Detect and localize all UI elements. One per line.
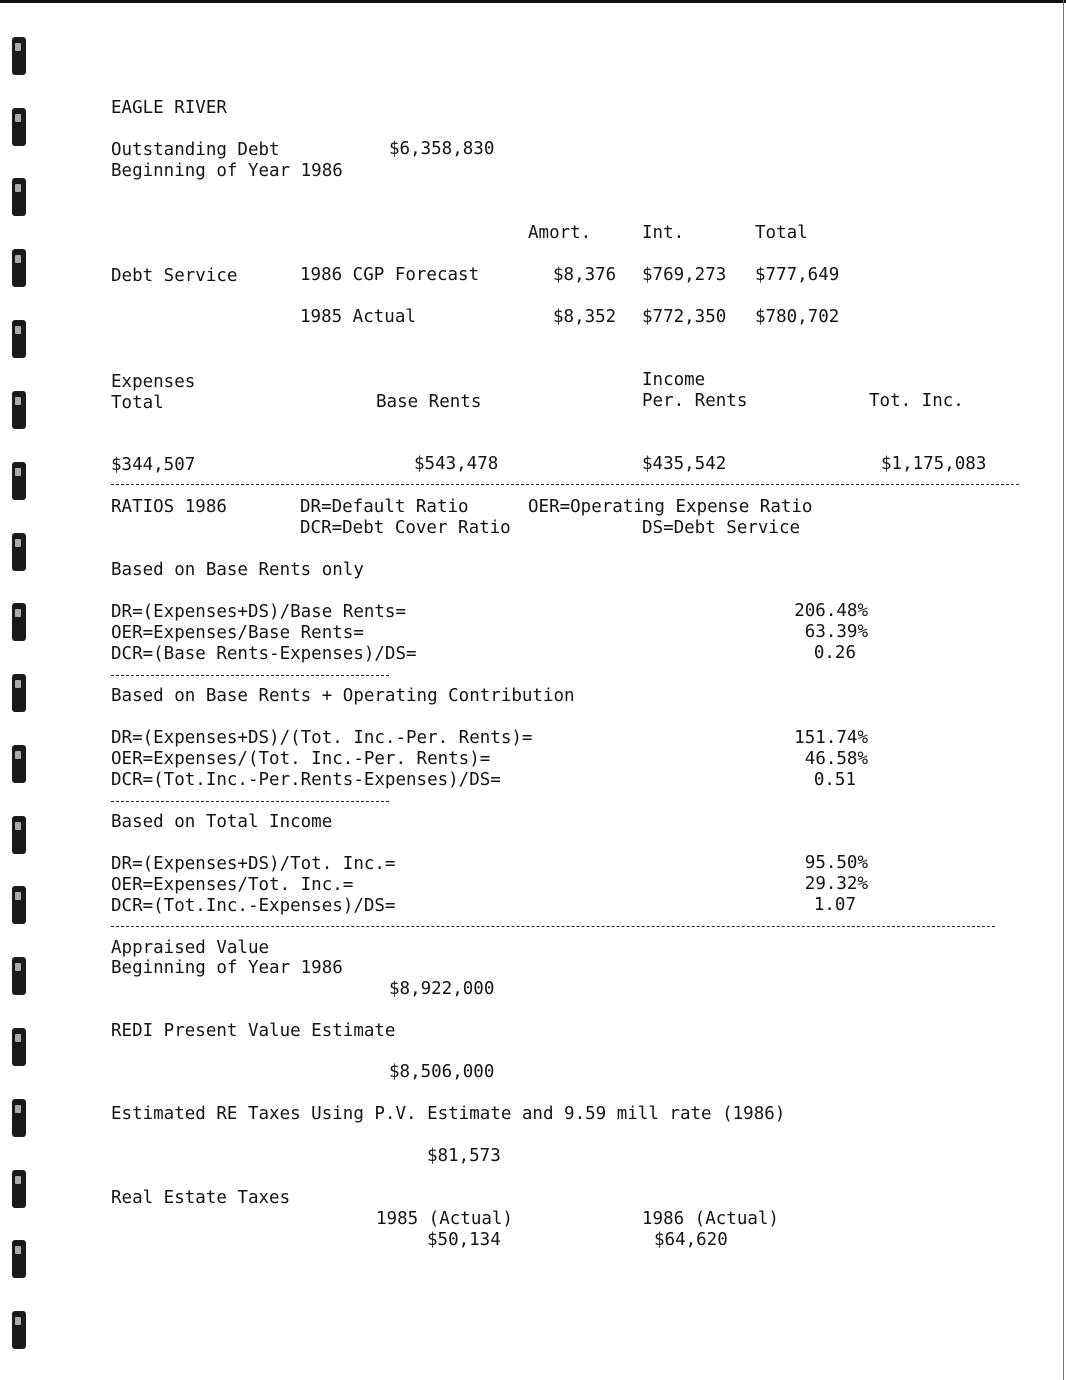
appraised-value: $8,922,000: [389, 979, 495, 999]
debt-row-label: 1986 CGP Forecast: [300, 265, 480, 285]
binder-hole: [12, 1028, 26, 1066]
debt-row-label: 1985 Actual: [300, 307, 416, 327]
appraised-value-label: Appraised Value: [111, 938, 270, 958]
def-ds: DS=Debt Service: [642, 518, 801, 538]
real-estate-taxes-label: Real Estate Taxes: [111, 1188, 291, 1208]
ratio-value: 0.26: [813, 643, 856, 663]
per-rents-label: Per. Rents: [642, 391, 748, 411]
debt-row-int: $769,273: [642, 265, 727, 285]
tot-inc-label: Tot. Inc.: [869, 391, 964, 411]
ratio-formula: DCR=(Base Rents-Expenses)/DS=: [111, 644, 417, 664]
binder-hole: [12, 1311, 26, 1349]
base-rents-value: $543,478: [414, 454, 499, 474]
divider: [111, 675, 389, 676]
def-dr: DR=Default Ratio: [300, 497, 469, 517]
binder-hole: [12, 1099, 26, 1137]
ratio-value: 206.48%: [794, 601, 868, 621]
binder-hole: [12, 1240, 26, 1278]
ratios-heading: RATIOS 1986: [111, 497, 227, 517]
divider: [111, 484, 1019, 485]
col-header-int: Int.: [642, 223, 685, 243]
re-tax-1986-label: 1986 (Actual): [642, 1209, 779, 1229]
binder-hole: [12, 37, 26, 75]
binder-hole: [12, 320, 26, 358]
page-top-border: [0, 0, 1066, 3]
ratio-value: 151.74%: [794, 728, 868, 748]
ratio-value: 29.32%: [804, 874, 868, 894]
re-tax-estimate-label: Estimated RE Taxes Using P.V. Estimate and 9.59 mill rate (1986): [111, 1104, 786, 1124]
ratio-formula: OER=Expenses/Base Rents=: [111, 623, 364, 643]
divider: [111, 801, 389, 802]
ratio-group-heading: Based on Base Rents + Operating Contribution: [111, 686, 575, 706]
debt-row-int: $772,350: [642, 307, 727, 327]
tot-inc-value: $1,175,083: [881, 454, 987, 474]
ratio-formula: DCR=(Tot.Inc.-Expenses)/DS=: [111, 896, 396, 916]
binder-hole: [12, 603, 26, 641]
ratio-formula: OER=Expenses/(Tot. Inc.-Per. Rents)=: [111, 749, 491, 769]
debt-row-amort: $8,376: [553, 265, 617, 285]
expenses-label: Expenses: [111, 372, 196, 392]
divider: [111, 926, 995, 927]
col-header-total: Total: [755, 223, 808, 243]
binder-hole: [12, 178, 26, 216]
binder-hole: [12, 391, 26, 429]
debt-row-total: $777,649: [755, 265, 840, 285]
ratio-value: 95.50%: [804, 853, 868, 873]
def-dcr: DCR=Debt Cover Ratio: [300, 518, 511, 538]
re-tax-estimate-value: $81,573: [427, 1146, 501, 1166]
binder-hole: [12, 533, 26, 571]
income-label: Income: [642, 370, 706, 390]
debt-row-total: $780,702: [755, 307, 840, 327]
ratio-group-heading: Based on Total Income: [111, 812, 333, 832]
binder-hole: [12, 249, 26, 287]
expenses-total-value: $344,507: [111, 455, 196, 475]
col-header-amort: Amort.: [528, 223, 592, 243]
debt-row-amort: $8,352: [553, 307, 617, 327]
redi-value: $8,506,000: [389, 1062, 495, 1082]
binder-hole: [12, 462, 26, 500]
ratio-formula: DR=(Expenses+DS)/(Tot. Inc.-Per. Rents)=: [111, 728, 533, 748]
ratio-value: 0.51: [813, 770, 856, 790]
redi-label: REDI Present Value Estimate: [111, 1021, 396, 1041]
outstanding-debt-label: Outstanding Debt: [111, 140, 280, 160]
re-tax-1986-value: $64,620: [654, 1230, 728, 1250]
expenses-total-label: Total: [111, 393, 164, 413]
appraised-value-sublabel: Beginning of Year 1986: [111, 958, 343, 978]
ratio-value: 46.58%: [804, 749, 868, 769]
ratio-formula: DR=(Expenses+DS)/Base Rents=: [111, 602, 407, 622]
base-rents-label: Base Rents: [376, 392, 482, 412]
per-rents-value: $435,542: [642, 454, 727, 474]
binder-hole: [12, 1170, 26, 1208]
binder-hole: [12, 745, 26, 783]
ratio-value: 63.39%: [804, 622, 868, 642]
def-oer: OER=Operating Expense Ratio: [528, 497, 813, 517]
page-right-edge: [1063, 0, 1064, 1380]
ratio-formula: DR=(Expenses+DS)/Tot. Inc.=: [111, 854, 396, 874]
binder-hole: [12, 957, 26, 995]
binder-hole: [12, 108, 26, 146]
binder-hole: [12, 674, 26, 712]
ratio-value: 1.07: [813, 895, 856, 915]
binder-hole: [12, 886, 26, 924]
page-title: EAGLE RIVER: [111, 98, 227, 118]
binder-hole: [12, 816, 26, 854]
outstanding-debt-sublabel: Beginning of Year 1986: [111, 161, 343, 181]
ratio-group-heading: Based on Base Rents only: [111, 560, 364, 580]
outstanding-debt-value: $6,358,830: [389, 139, 495, 159]
debt-service-label: Debt Service: [111, 266, 238, 286]
ratio-formula: OER=Expenses/Tot. Inc.=: [111, 875, 354, 895]
re-tax-1985-value: $50,134: [427, 1230, 501, 1250]
re-tax-1985-label: 1985 (Actual): [376, 1209, 513, 1229]
ratio-formula: DCR=(Tot.Inc.-Per.Rents-Expenses)/DS=: [111, 770, 501, 790]
